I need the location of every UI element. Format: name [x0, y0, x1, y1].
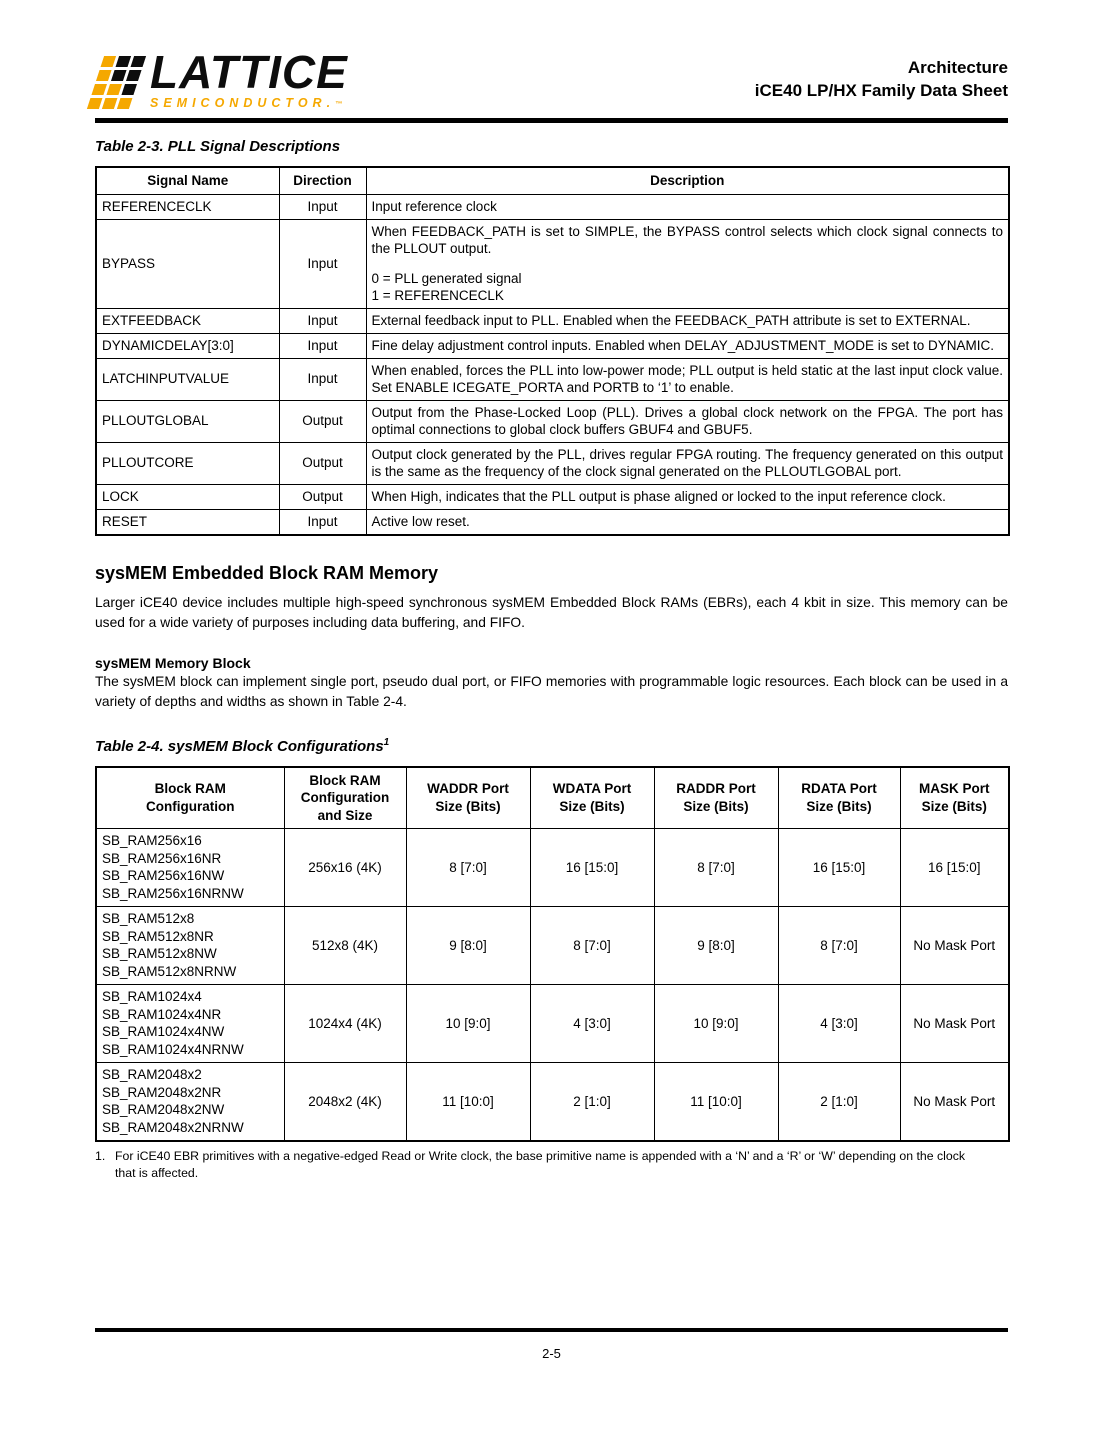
waddr-cell: 11 [10:0]	[406, 1063, 530, 1142]
description-paragraph: Output clock generated by the PLL, drives regular FPGA routing. The frequency generated on this output is the same as the frequency of the clock signal generated on the PLLOUTLGOBAL port.	[371, 446, 1003, 479]
signal-name-cell: LATCHINPUTVALUE	[96, 358, 279, 400]
table-row	[96, 194, 1009, 219]
signal-name-cell: DYNAMICDELAY[3:0]	[96, 333, 279, 358]
table-row	[96, 358, 1009, 400]
table-row	[96, 1063, 1009, 1142]
raddr-cell: 11 [10:0]	[654, 1063, 778, 1142]
description-paragraph: When enabled, forces the PLL into low-power mode; PLL output is held static at the last input clock value. Set ENABLE ICEGATE_PORTA and PORTB to ‘1’ to enable.	[371, 362, 1003, 395]
wdata-cell: 16 [15:0]	[530, 829, 654, 907]
block-ram-names-cell: SB_RAM256x16 SB_RAM256x16NR SB_RAM256x16NW SB_RAM256x16NRNW	[96, 829, 284, 907]
column-header: RDATA Port Size (Bits)	[778, 767, 900, 829]
logo-grid-row	[91, 84, 140, 95]
direction-cell: Input	[279, 333, 366, 358]
table-row	[96, 907, 1009, 985]
direction-cell: Input	[279, 308, 366, 333]
logo-grid-cell	[106, 84, 122, 95]
section-heading-sysmem: sysMEM Embedded Block RAM Memory	[95, 562, 439, 583]
description-paragraph: When FEEDBACK_PATH is set to SIMPLE, the BYPASS control selects which clock signal connects to the PLLOUT output.	[371, 223, 1003, 256]
signal-name-cell: REFERENCECLK	[96, 194, 279, 219]
description-paragraph: External feedback input to PLL. Enabled when the FEEDBACK_PATH attribute is set to EXTERNAL.	[371, 312, 971, 328]
description-paragraph: Output from the Phase-Locked Loop (PLL). Drives a global clock network on the FPGA. The port has optimal connections to global clock buffers GBUF4 and GBUF5.	[371, 404, 1003, 437]
direction-cell: Input	[279, 194, 366, 219]
sysmem-config-table	[95, 766, 1010, 1143]
description-cell	[366, 358, 1009, 400]
table-row	[96, 442, 1009, 484]
table-row	[96, 985, 1009, 1063]
waddr-cell: 8 [7:0]	[406, 829, 530, 907]
footnote-number: 1.	[95, 1149, 106, 1163]
column-header-description: Description	[366, 167, 1009, 194]
table-row	[96, 829, 1009, 907]
pll-table-header-row	[96, 167, 1009, 194]
block-ram-names-cell: SB_RAM512x8 SB_RAM512x8NR SB_RAM512x8NW SB_RAM512x8NRNW	[96, 907, 284, 985]
block-ram-names-cell: SB_RAM2048x2 SB_RAM2048x2NR SB_RAM2048x2NW SB_RAM2048x2NRNW	[96, 1063, 284, 1142]
mem-table-body	[96, 829, 1009, 1142]
description-paragraph: Input reference clock	[371, 198, 497, 214]
table-row	[96, 333, 1009, 358]
document-titles	[755, 56, 1008, 112]
wdata-cell: 8 [7:0]	[530, 907, 654, 985]
signal-name-cell: LOCK	[96, 484, 279, 509]
description-cell	[366, 484, 1009, 509]
mask-cell: 16 [15:0]	[900, 829, 1009, 907]
signal-name-cell: EXTFEEDBACK	[96, 308, 279, 333]
mask-cell: No Mask Port	[900, 985, 1009, 1063]
description-cell	[366, 442, 1009, 484]
description-paragraph: Fine delay adjustment control inputs. Enabled when DELAY_ADJUSTMENT_MODE is set to DYNAMIC.	[371, 337, 994, 353]
logo-grid-cell	[87, 98, 103, 109]
description-paragraph: 0 = PLL generated signal 1 = REFERENCECLK	[371, 270, 522, 303]
mask-cell: No Mask Port	[900, 1063, 1009, 1142]
size-cell: 1024x4 (4K)	[284, 985, 406, 1063]
table-row	[96, 308, 1009, 333]
description-cell	[366, 308, 1009, 333]
description-cell	[366, 509, 1009, 535]
footnote-reference: 1	[383, 736, 390, 748]
logo-grid-cell	[96, 70, 112, 81]
rdata-cell: 4 [3:0]	[778, 985, 900, 1063]
description-paragraph: When High, indicates that the PLL output is phase aligned or locked to the input reference clock.	[371, 488, 946, 504]
page-number: 2-5	[542, 1346, 561, 1361]
waddr-cell: 9 [8:0]	[406, 907, 530, 985]
description-cell	[366, 194, 1009, 219]
logo-sub-name	[150, 96, 348, 110]
size-cell: 256x16 (4K)	[284, 829, 406, 907]
signal-name-cell: PLLOUTGLOBAL	[96, 400, 279, 442]
pll-table-title: Table 2-3. PLL Signal Descriptions	[95, 138, 341, 155]
mem-table-title-text: Table 2-4. sysMEM Block Configurations	[95, 737, 384, 755]
page-footer	[95, 1328, 1008, 1361]
table-footnote	[95, 1148, 1008, 1182]
raddr-cell: 9 [8:0]	[654, 907, 778, 985]
description-cell	[366, 400, 1009, 442]
header-rule	[95, 118, 1008, 123]
logo-grid-cell	[131, 56, 147, 67]
subheading-sysmem-memory-block: sysMEM Memory Block	[95, 654, 251, 671]
column-header: Block RAM Configuration	[96, 767, 284, 829]
direction-cell: Output	[279, 442, 366, 484]
direction-cell: Input	[279, 219, 366, 308]
logo-grid-cell	[121, 84, 137, 95]
footnote-text: For iCE40 EBR primitives with a negative-edged Read or Write clock, the base primitive name is appended with a ‘N’ and a ‘R’ or ‘W’ depending on the clock that is affected.	[115, 1149, 966, 1180]
column-header-direction: Direction	[279, 167, 366, 194]
table-row	[96, 400, 1009, 442]
logo-grid-cell	[116, 56, 132, 67]
trademark-mark: ™	[335, 101, 343, 108]
logo-grid-cell	[126, 70, 142, 81]
column-header-signal-name: Signal Name	[96, 167, 279, 194]
logo-text	[150, 48, 348, 110]
table-row	[96, 219, 1009, 308]
logo-grid-cell	[102, 98, 118, 109]
logo-grid-row	[101, 56, 150, 67]
sysmem-paragraph: Larger iCE40 device includes multiple high-speed synchronous sysMEM Embedded Block RAMs (EBRs), each 4 kbit in size. This memory can be used for a wide variety of purposes including data buffering, and FIFO.	[95, 594, 1008, 630]
column-header: WDATA Port Size (Bits)	[530, 767, 654, 829]
direction-cell: Output	[279, 400, 366, 442]
rdata-cell: 2 [1:0]	[778, 1063, 900, 1142]
logo-grid-cell	[117, 98, 133, 109]
size-cell: 2048x2 (4K)	[284, 1063, 406, 1142]
mem-table-header-row	[96, 767, 1009, 829]
signal-name-cell: PLLOUTCORE	[96, 442, 279, 484]
doc-title: iCE40 LP/HX Family Data Sheet	[754, 81, 1008, 100]
footer-rule	[95, 1328, 1008, 1332]
size-cell: 512x8 (4K)	[284, 907, 406, 985]
column-header: RADDR Port Size (Bits)	[654, 767, 778, 829]
mask-cell: No Mask Port	[900, 907, 1009, 985]
logo-sub-label: SEMICONDUCTOR.	[150, 96, 336, 110]
direction-cell: Input	[279, 358, 366, 400]
logo-grid-row	[87, 98, 136, 109]
direction-cell: Output	[279, 484, 366, 509]
description-cell	[366, 333, 1009, 358]
description-cell	[366, 219, 1009, 308]
signal-name-cell: RESET	[96, 509, 279, 535]
wdata-cell: 4 [3:0]	[530, 985, 654, 1063]
waddr-cell: 10 [9:0]	[406, 985, 530, 1063]
pll-signal-table	[95, 166, 1010, 536]
logo-grid-row	[96, 70, 145, 81]
direction-cell: Input	[279, 509, 366, 535]
logo-brand-name: LATTICE	[150, 46, 348, 98]
description-paragraph: Active low reset.	[371, 513, 470, 529]
rdata-cell: 8 [7:0]	[778, 907, 900, 985]
lattice-logo	[95, 46, 348, 112]
block-ram-names-cell: SB_RAM1024x4 SB_RAM1024x4NR SB_RAM1024x4NW SB_RAM1024x4NRNW	[96, 985, 284, 1063]
pll-table-body	[96, 194, 1009, 535]
signal-name-cell: BYPASS	[96, 219, 279, 308]
table-row	[96, 509, 1009, 535]
column-header: MASK Port Size (Bits)	[900, 767, 1009, 829]
raddr-cell: 8 [7:0]	[654, 829, 778, 907]
doc-section-title: Architecture	[907, 58, 1008, 77]
rdata-cell: 16 [15:0]	[778, 829, 900, 907]
wdata-cell: 2 [1:0]	[530, 1063, 654, 1142]
column-header: WADDR Port Size (Bits)	[406, 767, 530, 829]
raddr-cell: 10 [9:0]	[654, 985, 778, 1063]
logo-grid-cell	[101, 56, 117, 67]
mem-table-title	[95, 737, 1008, 755]
logo-grid-cell	[91, 84, 107, 95]
table-row	[96, 484, 1009, 509]
page-header	[95, 46, 1008, 112]
lattice-logo-grid-icon	[86, 56, 149, 112]
sysmem-block-paragraph: The sysMEM block can implement single port, pseudo dual port, or FIFO memories with programmable logic resources. Each block can be used in a variety of depths and widths as shown in Table 2-4.	[95, 673, 1008, 709]
column-header: Block RAM Configuration and Size	[284, 767, 406, 829]
logo-grid-cell	[111, 70, 127, 81]
